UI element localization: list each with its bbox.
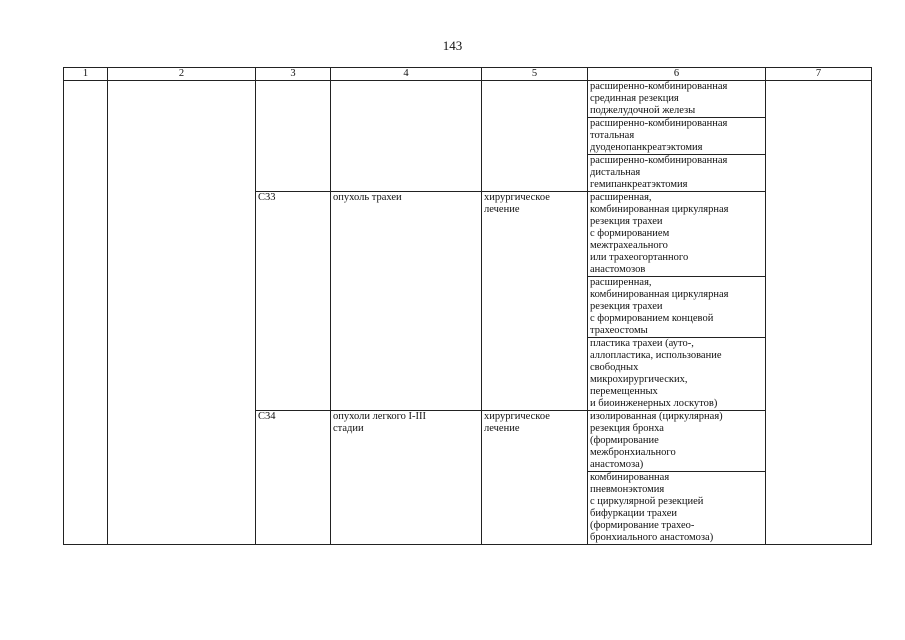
diagnosis-cell: опухоли легкого I-III стадии bbox=[331, 411, 482, 545]
column-header-7: 7 bbox=[766, 68, 872, 81]
column-header-1: 1 bbox=[64, 68, 108, 81]
table-row bbox=[64, 81, 872, 118]
icd-code-cell bbox=[256, 81, 331, 192]
column-header-2: 2 bbox=[108, 68, 256, 81]
column-2-cell bbox=[108, 81, 256, 545]
procedure-cell: расширенная, комбинированная циркулярная резекция трахеи с формированием концевой трахеостомы bbox=[588, 277, 766, 338]
icd-code-cell: С33 bbox=[256, 192, 331, 411]
procedure-cell: расширенно-комбинированная тотальная дуоденопанкреатэктомия bbox=[588, 118, 766, 155]
procedure-cell: изолированная (циркулярная) резекция бронха (формирование межбронхиального анастомоза) bbox=[588, 411, 766, 472]
treatment-type-cell: хирургическое лечение bbox=[482, 411, 588, 545]
icd-code-cell: С34 bbox=[256, 411, 331, 545]
procedure-cell: расширенно-комбинированная дистальная гемипанкреатэктомия bbox=[588, 155, 766, 192]
services-table bbox=[63, 67, 872, 545]
procedure-cell: расширенно-комбинированная срединная резекция поджелудочной железы bbox=[588, 81, 766, 118]
treatment-type-cell bbox=[482, 81, 588, 192]
page-number: 143 bbox=[442, 38, 463, 53]
column-7-cell bbox=[766, 81, 872, 545]
column-header-4: 4 bbox=[331, 68, 482, 81]
procedure-cell: комбинированная пневмонэктомия с циркулярной резекцией бифуркации трахеи (формирование трахео- бронхиального анастомоза) bbox=[588, 472, 766, 545]
procedure-cell: расширенная, комбинированная циркулярная резекция трахеи с формированием межтрахеального или трахеогортанного анастомозов bbox=[588, 192, 766, 277]
column-numbers-row bbox=[64, 68, 872, 81]
column-1-cell bbox=[64, 81, 108, 545]
diagnosis-cell: опухоль трахеи bbox=[331, 192, 482, 411]
diagnosis-cell bbox=[331, 81, 482, 192]
column-header-3: 3 bbox=[256, 68, 331, 81]
column-header-6: 6 bbox=[588, 68, 766, 81]
column-header-5: 5 bbox=[482, 68, 588, 81]
procedure-cell: пластика трахеи (ауто-, аллопластика, использование свободных микрохирургических, перемещенных и биоинженерных лоскутов) bbox=[588, 338, 766, 411]
treatment-type-cell: хирургическое лечение bbox=[482, 192, 588, 411]
